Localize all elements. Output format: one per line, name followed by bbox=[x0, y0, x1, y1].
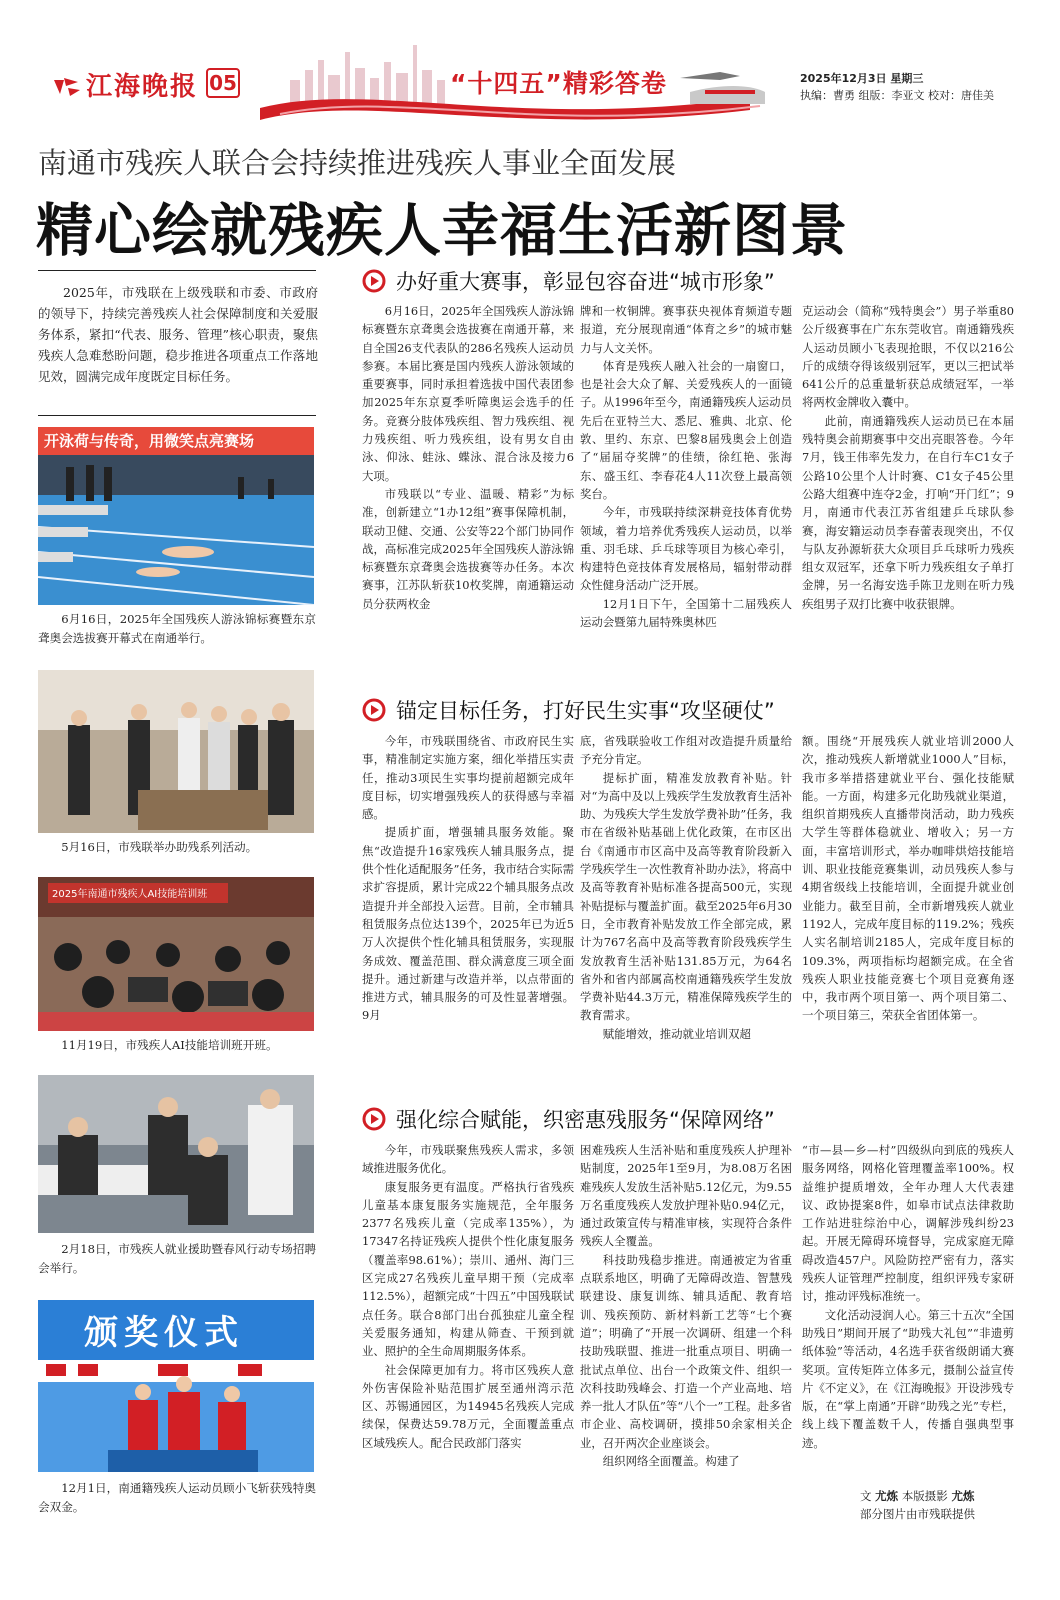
section-2-column-2 bbox=[580, 732, 792, 1102]
section-heading-2-text: 锚定目标任务，打好民生实事“攻坚硬仗” bbox=[396, 699, 775, 723]
masthead bbox=[0, 0, 1060, 125]
paragraph: 提标扩面，精准发放教育补贴。针对“为高中及以上残疾学生发放教育生活补助、为残疾大学生发放学费补助”任务，我市在省级补贴基础上优化政策，在市区出台《南通市市区高中及高等教育阶段新入学残疾学生一次性教育补助办法》，将高中及高等教育补贴标准各提高500元，实现补贴提标与覆盖扩面。截至2025年6月30日，全市教育补贴发放工作全部完成，累计为767名高中及高等教育阶段残疾学生发放教育生活补贴131.85万元，为64名省外和省内部属高校南通籍残疾学生发放学费补贴44.3万元，精准保障残疾学生的教育需求。 bbox=[580, 770, 792, 1023]
section-1-column-1 bbox=[362, 302, 574, 682]
photo-banner-swim: 开泳荷与传奇，用微笑点亮赛场 bbox=[44, 432, 255, 450]
article-credits bbox=[860, 1487, 1060, 1505]
photo-banner-training: 2025年南通市残疾人AI技能培训班 bbox=[52, 889, 208, 900]
intro-bottom-rule bbox=[38, 415, 316, 416]
staff-credits: 执编：曹勇 组版：李亚文 校对：唐佳美 bbox=[800, 89, 994, 102]
paragraph: 6月16日，2025年全国残疾人游泳锦标赛暨东京聋奥会选拔赛在南通开幕，来自全国26支代表队的286名残疾人运动员参赛。本届比赛是国内残疾人游泳领域的重要赛事，同时承担着选拔中国代表团参加2025年东京夏季听障奥运会选手的任务。竞赛分肢体残疾组、智力残疾组、视力残疾组、听力残疾组，设有男女自由泳、仰泳、蛙泳、蝶泳、混合泳及接力6大项。 bbox=[362, 304, 574, 483]
section-3-column-2 bbox=[580, 1141, 792, 1531]
credit-photo-label: 本版摄影 bbox=[901, 1489, 948, 1503]
play-circle-icon bbox=[362, 269, 386, 293]
photo-caption-swimming: 6月16日，2025年全国残疾人游泳锦标赛暨东京聋奥会选拔赛开幕式在南通举行。 bbox=[38, 612, 316, 645]
photo-visit bbox=[38, 670, 314, 833]
photo-jobfair bbox=[38, 1075, 314, 1233]
issue-date: 2025年12月3日 星期三 bbox=[800, 72, 924, 85]
section-heading-1 bbox=[362, 266, 1042, 300]
section-heading-3 bbox=[362, 1104, 1042, 1138]
section-2-column-3 bbox=[802, 732, 1014, 1102]
issue-meta bbox=[800, 70, 1040, 104]
play-circle-icon bbox=[362, 698, 386, 722]
paragraph: 赋能增效，推动就业培训双超 bbox=[602, 1026, 751, 1041]
newspaper-logo bbox=[52, 66, 202, 102]
photo-award bbox=[38, 1300, 314, 1472]
award-ceremony-photo bbox=[38, 1300, 314, 1472]
photo-caption-visit: 5月16日，市残联举办助残系列活动。 bbox=[61, 840, 258, 854]
banner-title: “十四五”精彩答卷 bbox=[450, 69, 667, 98]
section-1-column-3 bbox=[802, 302, 1014, 682]
page-number: 05 bbox=[206, 68, 240, 98]
photo-caption-training: 11月19日，市残疾人AI技能培训班开班。 bbox=[61, 1038, 278, 1052]
article-intro: 2025年，市残联在上级残联和市委、市政府的领导下，持续完善残疾人社会保障制度和关爱服务体系，紧扣“代表、服务、管理”核心职责，聚焦残疾人急难愁盼问题，稳步推进各项重点工作落地见效，圆满完成年度既定目标任务。 bbox=[38, 285, 318, 384]
section-3-column-3 bbox=[802, 1141, 1014, 1481]
logo-text: 江海晚报 bbox=[86, 72, 199, 102]
section-heading-1-text: 办好重大赛事，彰显包容奋进“城市形象” bbox=[396, 270, 775, 294]
paragraph: 今年，市残联聚焦残疾人需求，多领域推进服务优化。 bbox=[362, 1143, 574, 1176]
paragraph: 牌和一枚铜牌。赛事获央视体育频道专题报道，充分展现南通“体育之乡”的城市魅力与人文关怀。 bbox=[580, 304, 792, 355]
paragraph: 克运动会（简称“残特奥会”）男子举重80公斤级赛事在广东东莞收官。南通籍残疾人运动员顾小飞表现抢眼，不仅以216公斤的成绩夺得该级别冠军，更以三把试举641公斤的总重量斩获总成绩冠军，一举将两枚金牌收入囊中。 bbox=[802, 304, 1014, 410]
paragraph: 此前，南通籍残疾人运动员已在本届残特奥会前期赛事中交出亮眼答卷。今年7月，钱王伟率先发力，在自行车C1女子公路10公里个人计时赛、C1女子45公里公路大组赛中连夺2金，打响“开门红”；9月，南通市代表江苏省组建乒乓球队参赛，海安籍运动员李春蕾表现突出，不仅与队友孙源斩获大众项目乒乓球听力残疾组女双冠军，还拿下听力残疾组女子单打金牌，另一名海安选手陈卫龙则在听力残疾组男子双打比赛中收获银牌。 bbox=[802, 413, 1014, 611]
paragraph: 社会保障更加有力。将市区残疾人意外伤害保险补贴范围扩展至通州湾示范区、苏锡通园区，为14945名残疾人完成续保，保费达59.78万元，全面覆盖重点区域残疾人。配合民政部门落实 bbox=[362, 1362, 574, 1450]
logo-mark-icon bbox=[52, 76, 82, 98]
paragraph: 市残联以“专业、温暖、精彩”为标准，创新建立“1办12组”赛事保障机制，联动卫健、交通、公安等22个部门协同作战，高标准完成2025年全国残疾人游泳锦标赛暨东京聋奥会选拔赛等办任务。本次赛事，江苏队斩获10枚奖牌，南通籍运动员分获两枚金 bbox=[362, 486, 574, 611]
paragraph: 科技助残稳步推进。南通被定为省重点联系地区，明确了无障碍改造、智慧残联建设、康复训练、辅具适配、教育培训、残疾预防、新材料新工艺等“七个赛道”；明确了“开展一次调研、组建一个科技助残联盟、推进一批重点项目、明确一批试点单位、出台一个政策文件、组织一次科技助残峰会、打造一个产业高地、培养一批人才队伍”等“八个一”工程。赴多省市企业、高校调研，摸排50余家相关企业，召开两次企业座谈会。 bbox=[580, 1252, 792, 1450]
training-class-photo bbox=[38, 877, 314, 1031]
photo-swimming bbox=[38, 427, 314, 605]
paragraph: 底，省残联验收工作组对改造提升质量给予充分肯定。 bbox=[580, 734, 792, 767]
article-subtitle: 南通市残疾人联合会持续推进残疾人事业全面发展 bbox=[38, 146, 677, 180]
article-headline: 精心绘就残疾人幸福生活新图景 bbox=[36, 198, 848, 264]
paragraph: 困难残疾人生活补贴和重度残疾人护理补贴制度，2025年1至9月，为8.08万名困难残疾人发放生活补贴5.12亿元，为9.55万名重度残疾人发放护理补贴0.94亿元，通过政策宣传与精准审核，实现符合条件残疾人全覆盖。 bbox=[580, 1143, 792, 1249]
credit-photographer: 尤炼 bbox=[951, 1489, 975, 1503]
paragraph: 体育是残疾人融入社会的一扇窗口，也是社会大众了解、关爱残疾人的一面镜子。从1996年至今，南通籍残疾人运动员先后在亚特兰大、悉尼、雅典、北京、伦敦、里约、东京、巴黎8届残奥会上创造了“届届夺奖牌”的佳绩，徐红艳、张海东、盛玉红、李春花4人11次登上最高领奖台。 bbox=[580, 358, 792, 501]
section-1-column-2 bbox=[580, 302, 792, 682]
credit-source: 部分图片由市残联提供 bbox=[860, 1507, 975, 1521]
photo-caption-award: 12月1日，南通籍残疾人运动员顾小飞斩获残特奥会双金。 bbox=[38, 1481, 316, 1514]
paragraph: “市—县—乡—村”四级纵向到底的残疾人服务网络，网格化管理覆盖率100%。权益维护提质增效，全年办理人大代表建议、政协提案8件，如皋市试点法律救助工作站进驻综治中心，调解涉残纠纷23起。开展无障碍环境督导，完成家庭无障碍改造457户。风险防控严密有力，落实残疾人证管理严控制度，组织评残专家研讨，推动评残标准统一。 bbox=[802, 1143, 1014, 1304]
paragraph: 今年，市残联围绕省、市政府民生实事，精准制定实施方案，细化举措压实责任，推动3项民生实事均提前超额完成年度目标，切实增强残疾人的获得感与幸福感。 bbox=[362, 734, 574, 822]
photo-banner-award: 颁奖仪式 bbox=[84, 1313, 244, 1353]
play-circle-icon bbox=[362, 1107, 386, 1131]
credit-author: 尤炼 bbox=[875, 1489, 899, 1503]
intro-top-rule bbox=[38, 270, 316, 271]
credit-author-label: 文 bbox=[860, 1489, 872, 1503]
paragraph: 康复服务更有温度。严格执行省残疾儿童基本康复服务实施规范，全年服务2377名残疾儿童（完成率135%），为17347名持证残疾人提供个性化康复服务（覆盖率98.61%）；崇川、通州、海门三区完成27名残疾儿童早期干预（完成率112.5%），超额完成“十四五”中国残联试点任务。联合8部门出台孤独症儿童全程关爱服务通知，构建从筛查、干预到就业、照护的全生命周期服务体系。 bbox=[362, 1179, 574, 1359]
photo-caption-jobfair: 2月18日，市残疾人就业援助暨春风行动专场招聘会举行。 bbox=[38, 1242, 316, 1275]
section-heading-2 bbox=[362, 695, 1042, 729]
section-2-column-1 bbox=[362, 732, 574, 1102]
paragraph: 今年，市残联持续深耕竞技体育优势领域，着力培养优秀残疾人运动员，以举重、羽毛球、乒乓球等项目为核心牵引，构建特色竞技体育发展格局，辐射带动群众性健身活动广泛开展。 bbox=[580, 505, 792, 593]
swimming-pool-photo bbox=[38, 427, 314, 605]
event-visit-photo bbox=[38, 670, 314, 833]
paragraph: 文化活动浸润人心。第三十五次“全国助残日”期间开展了“助残大礼包”“非遗剪纸体验”等活动，4名选手获省级朗诵大赛奖项。宣传矩阵立体多元，摄制公益宣传片《不定义》，在《江海晚报》开设涉残专版，在“掌上南通”开辟“助残之光”专栏，线上线下覆盖数千人，传播自强典型事迹。 bbox=[802, 1307, 1014, 1450]
paragraph: 额。围绕“开展残疾人就业培训2000人次，推动残疾人新增就业1000人”目标，我市多举措搭建就业平台、强化技能赋能。一方面，构建多元化助残就业渠道，组织首期残疾人直播带岗活动，助力残疾大学生等群体稳就业、增收入；另一方面，丰富培训形式，举办咖啡烘焙技能培训、职业技能竞赛集训，动员残疾人参与4期省级线上技能培训，全面提升就业创业能力。截至目前，全市新增残疾人就业1192人，完成年度目标的119.2%；残疾人实名制培训2185人，完成年度目标的109.3%，两项指标均超额完成。在全省残疾人职业技能竞赛七个项目竞赛角逐中，我市两个项目第一、两个项目第二、一个项目第三，荣获全省团体第一。 bbox=[802, 734, 1014, 1023]
paragraph: 12月1日下午，全国第十二届残疾人运动会暨第九届特殊奥林匹 bbox=[580, 596, 792, 630]
photo-training bbox=[38, 877, 314, 1031]
section-heading-3-text: 强化综合赋能，织密惠残服务“保障网络” bbox=[396, 1108, 775, 1132]
paragraph: 组织网络全面覆盖。构建了 bbox=[602, 1454, 740, 1469]
job-fair-photo bbox=[38, 1075, 314, 1233]
paragraph: 提质扩面，增强辅具服务效能。聚焦“改造提升16家残疾人辅具服务点，提供个性化适配服务”任务，我市结合实际需求扩容提质，累计完成22个辅具服务点改造提升并全部投入运营。目前，全市辅具租赁服务点位达139个，2025年已为近5万人次提供个性化辅具租赁服务，实现服务成效、覆盖范围、群众满意度三项全面提升。通过新建与改造并举，以点带面的推进方式，辅具服务的可及性显著增强。9月 bbox=[362, 825, 574, 1023]
section-3-column-1 bbox=[362, 1141, 574, 1531]
